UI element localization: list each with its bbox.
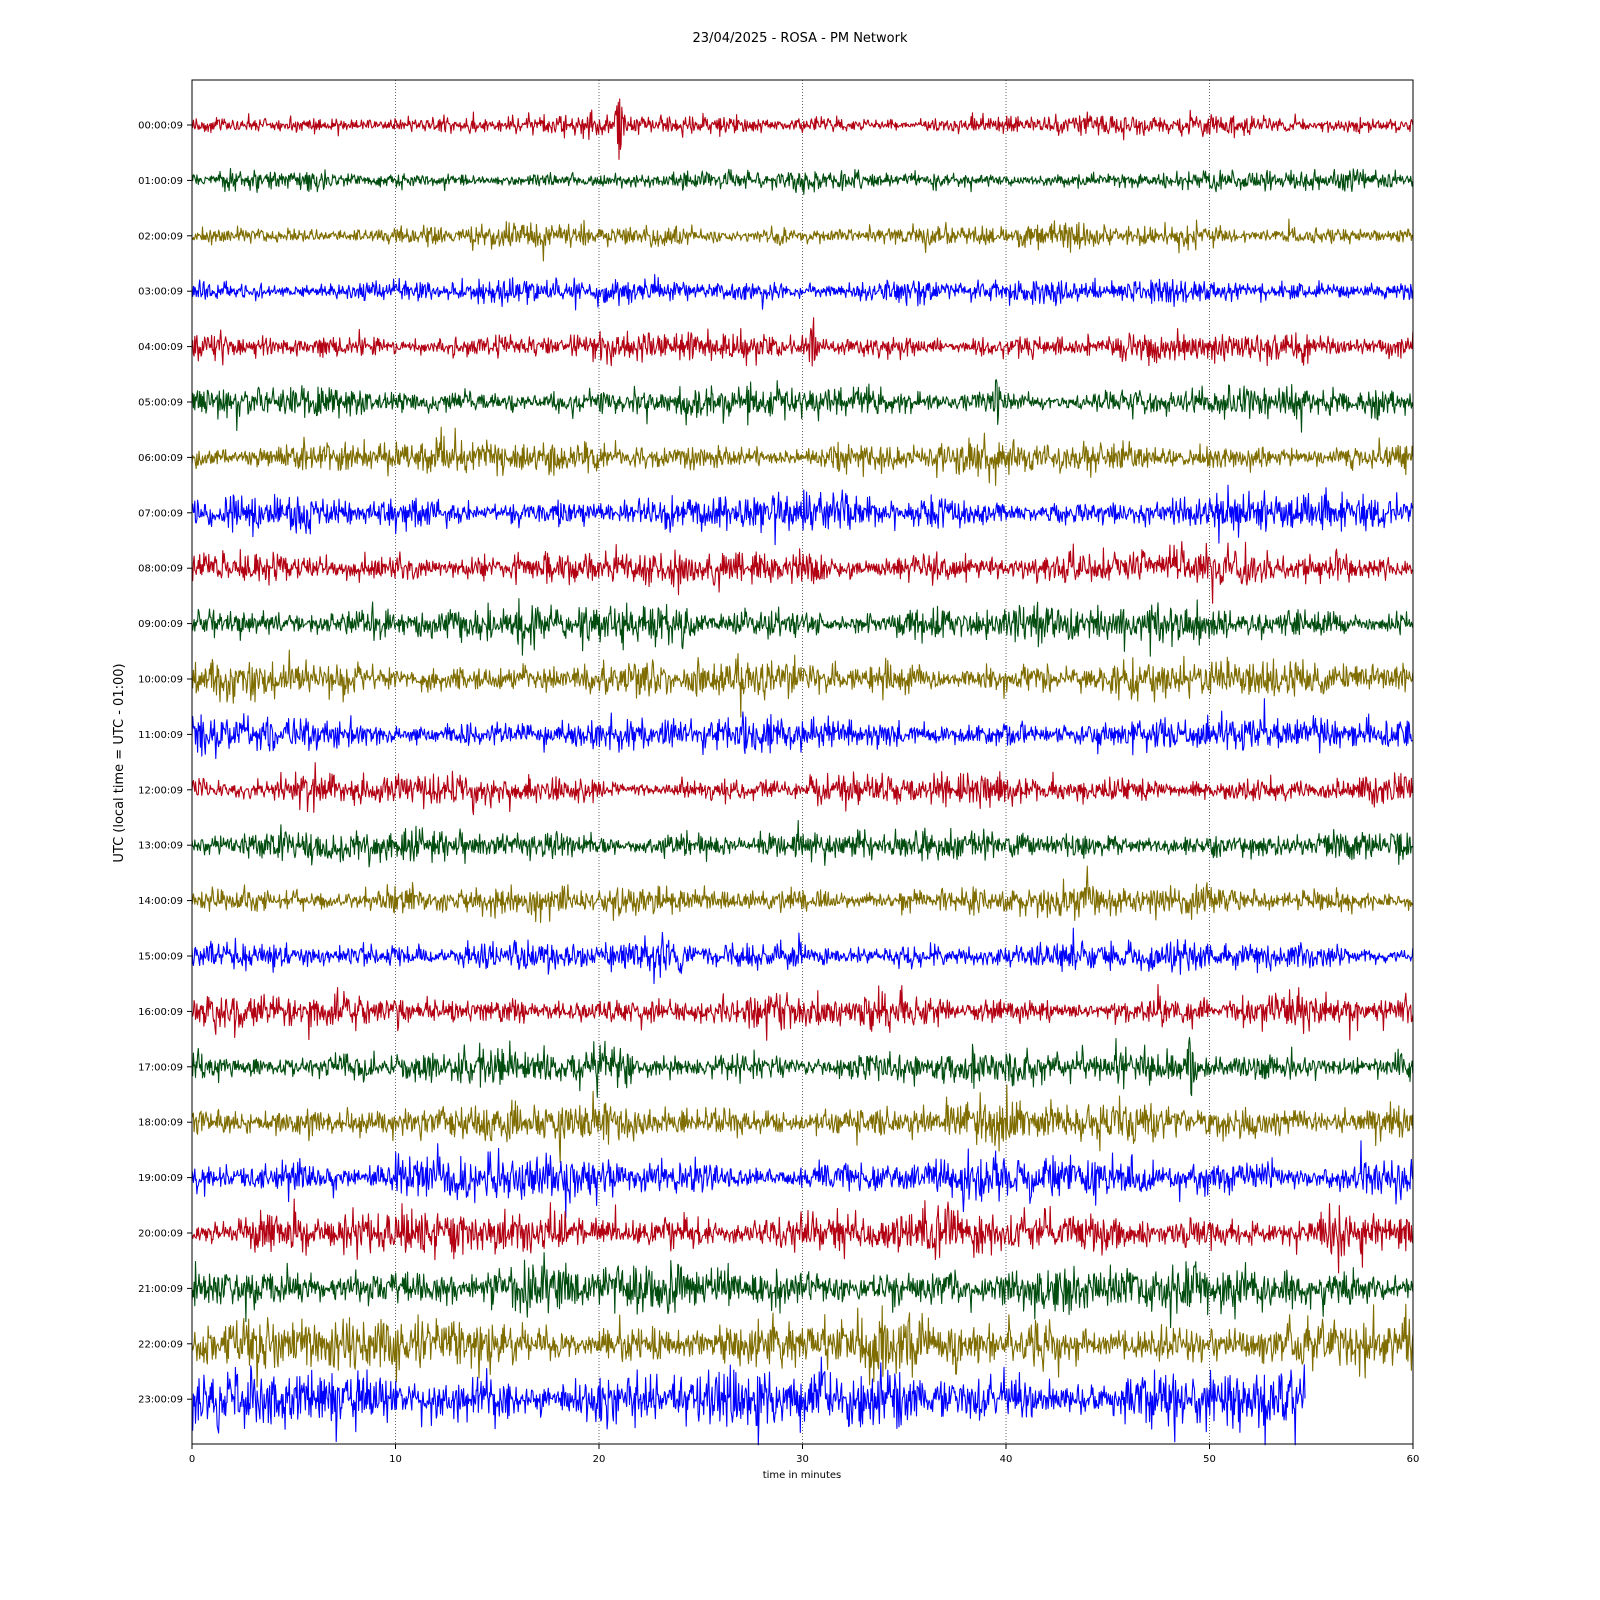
row-time-label: 22:00:09 (138, 1339, 183, 1351)
row-time-label: 20:00:09 (138, 1228, 183, 1240)
x-tick-label: 50 (1203, 1454, 1216, 1465)
row-time-label: 10:00:09 (138, 674, 183, 686)
row-time-label: 16:00:09 (138, 1006, 183, 1018)
row-time-label: 06:00:09 (138, 452, 183, 464)
row-time-label: 00:00:09 (138, 120, 183, 132)
y-axis-label: UTC (local time = UTC - 01:00) (112, 663, 127, 863)
row-time-label: 09:00:09 (138, 619, 183, 631)
row-time-label: 02:00:09 (138, 231, 183, 243)
row-time-label: 19:00:09 (138, 1173, 183, 1185)
x-tick-label: 0 (188, 1454, 196, 1465)
row-time-label: 13:00:09 (138, 840, 183, 852)
row-time-label: 21:00:09 (138, 1283, 183, 1295)
x-tick-label: 60 (1406, 1454, 1420, 1465)
row-time-label: 14:00:09 (138, 896, 183, 908)
row-time-label: 07:00:09 (138, 508, 183, 520)
row-time-label: 15:00:09 (138, 951, 183, 963)
row-time-label: 23:00:09 (138, 1394, 183, 1406)
x-tick-label: 20 (592, 1454, 606, 1465)
row-time-label: 17:00:09 (138, 1062, 183, 1074)
row-time-label: 05:00:09 (138, 397, 183, 409)
x-tick-label: 30 (796, 1454, 809, 1465)
row-time-label: 08:00:09 (138, 563, 183, 575)
chart-title: 23/04/2025 - ROSA - PM Network (692, 31, 908, 46)
row-time-label: 12:00:09 (138, 785, 183, 797)
row-time-label: 01:00:09 (138, 175, 183, 187)
row-time-label: 18:00:09 (138, 1117, 183, 1129)
row-time-label: 03:00:09 (138, 286, 183, 298)
x-axis-label: time in minutes (762, 1470, 842, 1481)
row-time-label: 04:00:09 (138, 342, 183, 354)
row-time-label: 11:00:09 (138, 729, 183, 741)
x-tick-label: 40 (999, 1454, 1013, 1465)
x-tick-label: 10 (389, 1454, 402, 1465)
